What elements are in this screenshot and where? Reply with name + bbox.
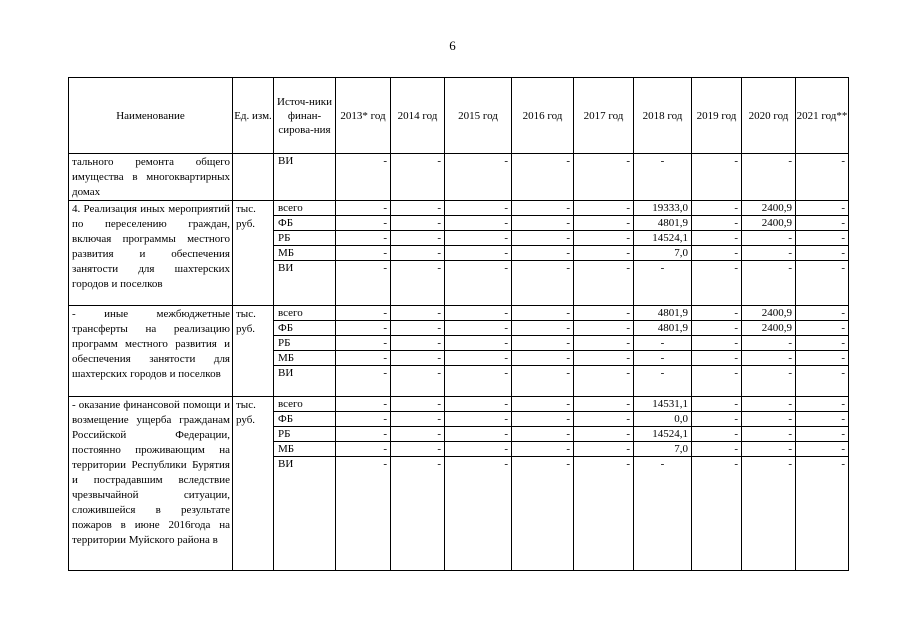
value: - (391, 336, 444, 351)
row-name: 4. Реализация иных мероприятий по переселению граждан, включая программы местного развития и обеспечения занятости для шахтерских городов и поселков (69, 201, 233, 306)
value-cell (692, 306, 742, 397)
value: - (574, 412, 633, 427)
value-cell (445, 397, 512, 571)
value: - (504, 155, 508, 167)
value: 4801,9 (634, 321, 691, 336)
value: - (445, 321, 511, 336)
value: - (734, 458, 738, 470)
value: - (391, 397, 444, 412)
value: - (692, 336, 741, 351)
value-cell (512, 154, 574, 201)
value: - (734, 367, 738, 379)
value: - (660, 155, 665, 167)
value: - (445, 216, 511, 231)
source-label: РБ (274, 231, 335, 246)
value: - (796, 246, 848, 261)
value: - (512, 397, 573, 412)
value-cell (634, 154, 692, 201)
value-cell (634, 201, 692, 306)
value: - (660, 262, 665, 274)
value: - (383, 262, 387, 274)
source-label: РБ (274, 427, 335, 442)
value-cell (574, 397, 634, 571)
value: - (841, 262, 845, 274)
value-cell (445, 201, 512, 306)
row-unit: тыс. руб. (233, 201, 274, 306)
value: - (574, 397, 633, 412)
value-cell (574, 201, 634, 306)
value: - (734, 262, 738, 274)
source-label: МБ (274, 442, 335, 457)
value: 0,0 (634, 412, 691, 427)
source-cell (274, 306, 336, 397)
value: - (512, 246, 573, 261)
value: - (445, 397, 511, 412)
value: - (692, 427, 741, 442)
header-year: 2021 год** (796, 78, 849, 154)
table-row (69, 154, 849, 201)
value: - (742, 231, 795, 246)
value-cell (742, 397, 796, 571)
value: - (796, 321, 848, 336)
value: - (692, 397, 741, 412)
value-cell (796, 306, 849, 397)
header-year: 2013* год (336, 78, 391, 154)
value: - (796, 231, 848, 246)
row-name: тального ремонта общего имущества в многоквартирных домах (69, 154, 233, 201)
value-cell (742, 154, 796, 201)
value: - (445, 306, 511, 321)
source-label: РБ (274, 336, 335, 351)
value: - (692, 306, 741, 321)
source-label: ВИ (278, 367, 294, 379)
value: - (391, 216, 444, 231)
value: - (788, 458, 792, 470)
value: - (626, 155, 630, 167)
value: - (796, 216, 848, 231)
value: - (692, 442, 741, 457)
value-cell (512, 397, 574, 571)
value: - (512, 412, 573, 427)
value: - (692, 201, 741, 216)
table-row (69, 201, 849, 306)
value: - (574, 246, 633, 261)
value: - (383, 458, 387, 470)
source-label: МБ (274, 246, 335, 261)
value: - (391, 246, 444, 261)
value: - (634, 351, 691, 366)
value: - (504, 367, 508, 379)
value: - (512, 306, 573, 321)
source-label: ФБ (274, 216, 335, 231)
row-unit (233, 154, 274, 201)
table-row (69, 397, 849, 571)
value: - (504, 458, 508, 470)
value-cell (796, 154, 849, 201)
value-cell (336, 397, 391, 571)
value: - (391, 321, 444, 336)
value: - (336, 336, 390, 351)
value: - (504, 262, 508, 274)
value: - (574, 216, 633, 231)
value: - (796, 351, 848, 366)
source-label: МБ (274, 351, 335, 366)
value-cell (512, 201, 574, 306)
value: - (566, 458, 570, 470)
value: - (574, 442, 633, 457)
value: - (391, 351, 444, 366)
value: - (512, 351, 573, 366)
value-cell (692, 201, 742, 306)
value: - (796, 201, 848, 216)
value: - (336, 442, 390, 457)
value: - (692, 246, 741, 261)
value: 14524,1 (634, 427, 691, 442)
source-label: ВИ (278, 458, 294, 470)
source-label: ФБ (274, 412, 335, 427)
value: 7,0 (634, 442, 691, 457)
value: - (788, 367, 792, 379)
header-name: Наименование (69, 78, 233, 154)
header-year: 2016 год (512, 78, 574, 154)
value: - (692, 412, 741, 427)
value: - (788, 262, 792, 274)
value: - (796, 397, 848, 412)
value: - (742, 412, 795, 427)
value: - (336, 246, 390, 261)
value: - (626, 367, 630, 379)
value-cell (445, 154, 512, 201)
value: - (796, 336, 848, 351)
source-cell (274, 201, 336, 306)
value: - (512, 231, 573, 246)
value-cell (574, 154, 634, 201)
value: 2400,9 (742, 321, 795, 336)
row-unit: тыс. руб. (233, 306, 274, 397)
value: - (336, 306, 390, 321)
value: - (660, 367, 665, 379)
value: - (634, 336, 691, 351)
value-cell (391, 306, 445, 397)
value: - (512, 321, 573, 336)
source-label: всего (274, 201, 335, 216)
value-cell (336, 201, 391, 306)
value: - (841, 155, 845, 167)
source-cell (274, 154, 336, 201)
value: - (437, 155, 441, 167)
value: 14531,1 (634, 397, 691, 412)
value: - (692, 231, 741, 246)
value: - (742, 397, 795, 412)
source-label: всего (274, 397, 335, 412)
header-source: Источ-ники финан-сирова-ния (274, 78, 336, 154)
value: - (445, 351, 511, 366)
value: - (566, 367, 570, 379)
header-year: 2017 год (574, 78, 634, 154)
value: - (742, 336, 795, 351)
row-name: - иные межбюджетные трансферты на реализацию программ местного развития и обеспечения занятости для шахтерских городов и поселков (69, 306, 233, 397)
financing-table (68, 77, 849, 571)
header-year: 2019 год (692, 78, 742, 154)
value: - (574, 336, 633, 351)
value: - (445, 231, 511, 246)
value: - (574, 231, 633, 246)
source-label: ВИ (278, 262, 294, 274)
value: - (336, 397, 390, 412)
value-cell (796, 397, 849, 571)
value: - (445, 412, 511, 427)
value: 14524,1 (634, 231, 691, 246)
value: 4801,9 (634, 306, 691, 321)
value: - (626, 262, 630, 274)
value-cell (692, 397, 742, 571)
value: - (391, 427, 444, 442)
value: - (742, 246, 795, 261)
value-cell (574, 306, 634, 397)
value: - (796, 412, 848, 427)
source-label: ФБ (274, 321, 335, 336)
value: - (336, 216, 390, 231)
value: 19333,0 (634, 201, 691, 216)
value: - (692, 216, 741, 231)
value: - (391, 231, 444, 246)
value: - (391, 201, 444, 216)
value: - (841, 458, 845, 470)
value: - (512, 201, 573, 216)
header-year: 2020 год (742, 78, 796, 154)
value-cell (336, 306, 391, 397)
value: - (445, 336, 511, 351)
value-cell (512, 306, 574, 397)
value: - (796, 427, 848, 442)
header-unit: Ед. изм. (233, 78, 274, 154)
value: - (445, 442, 511, 457)
value: 2400,9 (742, 216, 795, 231)
value: 2400,9 (742, 306, 795, 321)
value: - (660, 458, 665, 470)
value-cell (391, 154, 445, 201)
value: - (336, 412, 390, 427)
source-cell (274, 397, 336, 571)
header-year: 2018 год (634, 78, 692, 154)
source-label: всего (274, 306, 335, 321)
value: - (383, 155, 387, 167)
value: - (692, 321, 741, 336)
value: - (734, 155, 738, 167)
header-year: 2014 год (391, 78, 445, 154)
value: - (742, 351, 795, 366)
value: - (574, 351, 633, 366)
value: - (512, 336, 573, 351)
value-cell (742, 201, 796, 306)
value: - (445, 246, 511, 261)
value: 7,0 (634, 246, 691, 261)
value: - (574, 306, 633, 321)
value: - (692, 351, 741, 366)
value: - (391, 412, 444, 427)
value: - (445, 201, 511, 216)
value: - (574, 201, 633, 216)
value-cell (692, 154, 742, 201)
page-number: 6 (449, 38, 456, 53)
value-cell (796, 201, 849, 306)
value: - (391, 442, 444, 457)
value-cell (634, 397, 692, 571)
value: - (566, 262, 570, 274)
value: 2400,9 (742, 201, 795, 216)
value: 4801,9 (634, 216, 691, 231)
value-cell (445, 306, 512, 397)
value: - (336, 201, 390, 216)
value-cell (634, 306, 692, 397)
table-row (69, 306, 849, 397)
value: - (336, 427, 390, 442)
value: - (566, 155, 570, 167)
value: - (512, 442, 573, 457)
row-unit: тыс. руб. (233, 397, 274, 571)
value: - (788, 155, 792, 167)
value-cell (391, 201, 445, 306)
header-year: 2015 год (445, 78, 512, 154)
value-cell (742, 306, 796, 397)
value: - (383, 367, 387, 379)
value: - (841, 367, 845, 379)
value-cell (391, 397, 445, 571)
value: - (512, 427, 573, 442)
source-label: ВИ (278, 155, 294, 167)
row-name: - оказание финансовой помощи и возмещение ущерба гражданам Российской Федерации, постоянно проживающим на территории Республики Бурятия и пострадавшим вследствие чрезвычайной ситуации, сложившейся в результате пожаров в июне 2016года на территории Муйского района в (69, 397, 233, 571)
value-cell (336, 154, 391, 201)
value: - (742, 427, 795, 442)
value: - (796, 306, 848, 321)
value: - (512, 216, 573, 231)
value: - (445, 427, 511, 442)
value: - (626, 458, 630, 470)
value: - (391, 306, 444, 321)
value: - (574, 427, 633, 442)
header-row (69, 78, 849, 154)
value: - (796, 442, 848, 457)
value: - (336, 321, 390, 336)
value: - (437, 367, 441, 379)
value: - (742, 442, 795, 457)
value: - (336, 351, 390, 366)
value: - (437, 458, 441, 470)
value: - (437, 262, 441, 274)
value: - (574, 321, 633, 336)
value: - (336, 231, 390, 246)
